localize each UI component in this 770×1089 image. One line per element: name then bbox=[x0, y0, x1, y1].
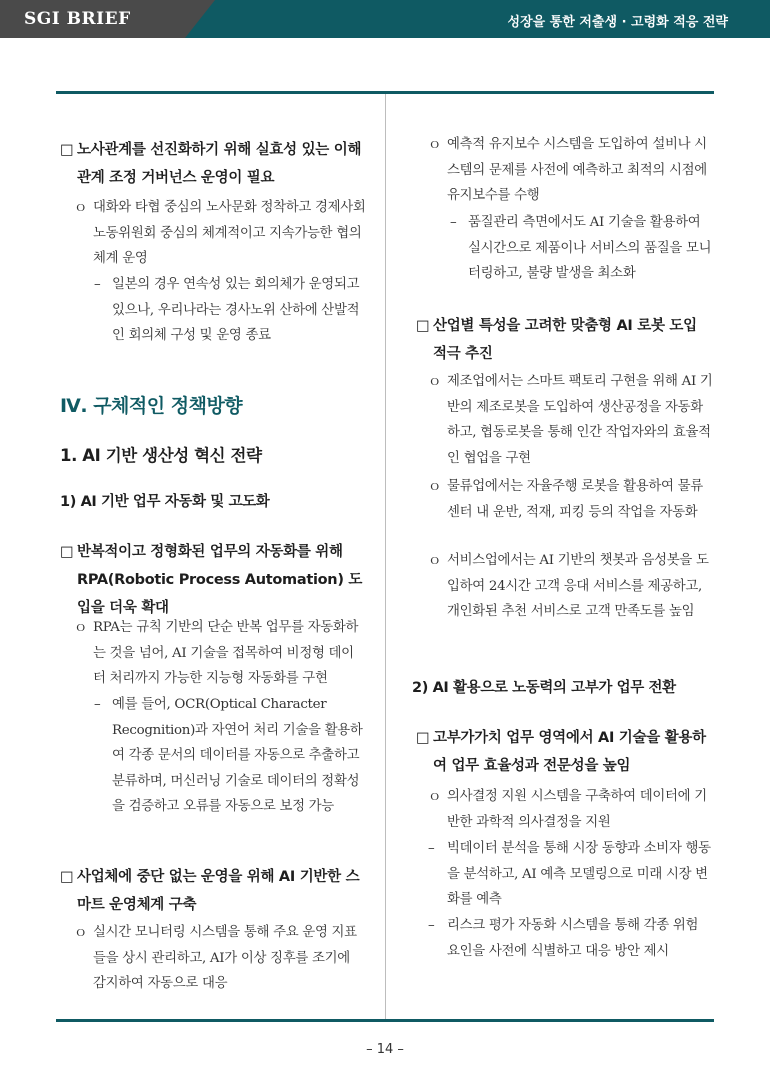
bullet-labor-governance bbox=[60, 136, 366, 192]
dash-item-risk-assessment bbox=[428, 913, 714, 964]
item-text: 제조업에서는 스마트 팩토리 구현을 위해 AI 기반의 제조로봇을 도입하여 생산공정을 자동화하고, 협동로봇을 통해 인간 작업자와의 효율적인 협업을 구현 bbox=[447, 374, 713, 466]
circle-marker: ｏ bbox=[428, 789, 442, 804]
bullet-high-value-work bbox=[416, 724, 714, 780]
dash-marker: – bbox=[450, 215, 457, 230]
circle-item-predictive-maintenance bbox=[428, 132, 714, 209]
document-title: 성장을 통한 저출생 · 고령화 적응 전략 bbox=[507, 15, 728, 30]
bullet-text: 노사관계를 선진화하기 위해 실효성 있는 이해관계 조정 거버넌스 운영이 필요 bbox=[77, 142, 362, 186]
column-divider bbox=[385, 94, 386, 1019]
circle-item-decision-support bbox=[428, 784, 714, 835]
item-text: 품질관리 측면에서도 AI 기술을 활용하여 실시간으로 제품이나 서비스의 품질을 모니터링하고, 불량 발생을 최소화 bbox=[468, 215, 712, 281]
item-text: 실시간 모니터링 시스템을 통해 주요 운영 지표들을 상시 관리하고, AI가 이상 징후를 조기에 감지하여 자동으로 대응 bbox=[93, 925, 357, 991]
item-text: RPA는 규칙 기반의 단순 반복 업무를 자동화하는 것을 넘어, AI 기술을 접목하여 비정형 데이터 처리까지 가능한 지능형 자동화를 구현 bbox=[93, 620, 359, 686]
item-text: 예측적 유지보수 시스템을 도입하여 설비나 시스템의 문제를 사전에 예측하고 최적의 시점에 유지보수를 수행 bbox=[447, 137, 707, 203]
square-marker: □ bbox=[60, 142, 74, 158]
dash-marker: – bbox=[94, 697, 101, 712]
item-text: 일본의 경우 연속성 있는 회의체가 운영되고 있으나, 우리나라는 경사노위 산하에 산발적인 회의체 구성 및 운영 종료 bbox=[112, 277, 360, 343]
bullet-text: 사업체에 중단 없는 운영을 위해 AI 기반한 스마트 운영체계 구축 bbox=[77, 869, 360, 913]
page-header bbox=[0, 0, 770, 38]
bullet-rpa bbox=[60, 538, 366, 622]
page-number: – 14 – bbox=[366, 1042, 404, 1057]
square-marker: □ bbox=[60, 869, 74, 885]
bullet-text: 반복적이고 정형화된 업무의 자동화를 위해 RPA(Robotic Process Automation) 도입을 더욱 확대 bbox=[77, 544, 363, 616]
circle-item-manufacturing bbox=[428, 369, 714, 471]
circle-item-monitoring bbox=[74, 920, 366, 997]
circle-marker: ｏ bbox=[428, 137, 442, 152]
bottom-rule bbox=[56, 1019, 714, 1022]
circle-item-service bbox=[428, 548, 714, 625]
dash-item-japan-case bbox=[94, 272, 366, 349]
item-text: 대화와 타협 중심의 노사문화 정착하고 경제사회노동위원회 중심의 체계적이고 지속가능한 협의체계 운영 bbox=[93, 200, 366, 266]
circle-item-labor-culture bbox=[74, 195, 366, 272]
bullet-text: 고부가가치 업무 영역에서 AI 기술을 활용하여 업무 효율성과 전문성을 높임 bbox=[433, 730, 706, 774]
item-text: 리스크 평가 자동화 시스템을 통해 각종 위험 요인을 사전에 식별하고 대응 방안 제시 bbox=[447, 918, 699, 959]
subsection-heading-high-value: 2) AI 활용으로 노동력의 고부가 업무 전환 bbox=[412, 680, 676, 696]
circle-marker: ｏ bbox=[428, 553, 442, 568]
circle-marker: ｏ bbox=[74, 620, 88, 635]
brand-title: SGI BRIEF bbox=[24, 9, 131, 29]
circle-item-rpa bbox=[74, 615, 366, 692]
chapter-heading: Ⅳ. 구체적인 정책방향 bbox=[60, 395, 243, 417]
subsection-heading-automation: 1) AI 기반 업무 자동화 및 고도화 bbox=[60, 494, 270, 510]
circle-marker: ｏ bbox=[428, 479, 442, 494]
item-text: 서비스업에서는 AI 기반의 챗봇과 음성봇을 도입하여 24시간 고객 응대 서비스를 제공하고, 개인화된 추천 서비스로 고객 만족도를 높임 bbox=[447, 553, 709, 619]
circle-item-logistics bbox=[428, 474, 714, 525]
item-text: 빅데이터 분석을 통해 시장 동향과 소비자 행동을 분석하고, AI 예측 모델링으로 미래 시장 변화를 예측 bbox=[447, 841, 711, 907]
bullet-smart-operations bbox=[60, 863, 366, 919]
dash-item-big-data bbox=[428, 836, 714, 913]
bullet-ai-robots bbox=[416, 312, 714, 368]
circle-marker: ｏ bbox=[74, 925, 88, 940]
circle-marker: ｏ bbox=[428, 374, 442, 389]
bullet-text: 산업별 특성을 고려한 맞춤형 AI 로봇 도입 적극 추진 bbox=[433, 318, 697, 362]
item-text: 의사결정 지원 시스템을 구축하여 데이터에 기반한 과학적 의사결정을 지원 bbox=[447, 789, 707, 830]
item-text: 예를 들어, OCR(Optical Character Recognition)과 자연어 처리 기술을 활용하여 각종 문서의 데이터를 자동으로 추출하고 분류하며, 머신러닝 기술로 데이터의 정확성을 검증하고 오류를 자동으로 보정 가능 bbox=[112, 697, 363, 814]
square-marker: □ bbox=[60, 544, 74, 560]
dash-item-quality bbox=[450, 210, 714, 287]
square-marker: □ bbox=[416, 318, 430, 334]
dash-marker: – bbox=[94, 277, 101, 292]
circle-marker: ｏ bbox=[74, 200, 88, 215]
dash-item-ocr bbox=[94, 692, 366, 820]
square-marker: □ bbox=[416, 730, 430, 746]
item-text: 물류업에서는 자율주행 로봇을 활용하여 물류센터 내 운반, 적재, 피킹 등의 작업을 자동화 bbox=[447, 479, 703, 520]
dash-marker: – bbox=[428, 918, 435, 933]
section-heading: 1. AI 기반 생산성 혁신 전략 bbox=[60, 446, 262, 465]
dash-marker: – bbox=[428, 841, 435, 856]
